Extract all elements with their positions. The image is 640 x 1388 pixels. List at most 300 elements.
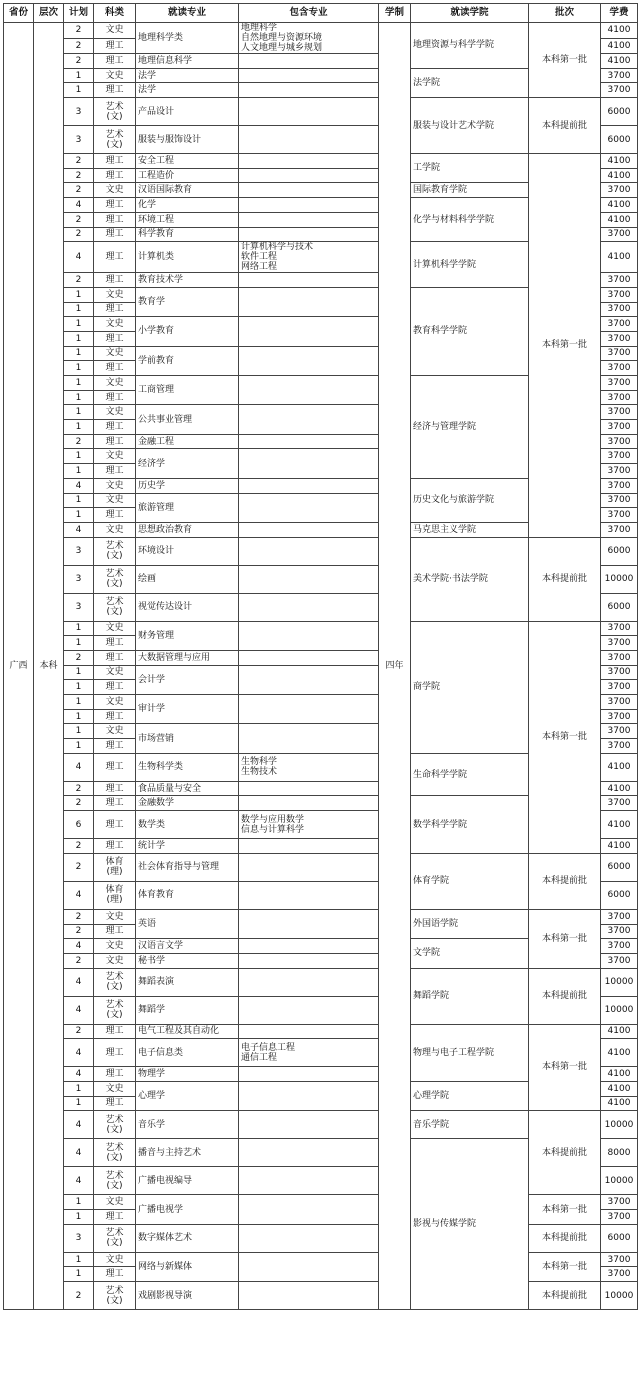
plan-cell: 1 <box>64 449 94 464</box>
subject-type-cell: 艺术 (文) <box>94 565 136 593</box>
header-duration: 学制 <box>379 4 411 23</box>
fee-cell: 3700 <box>601 1210 638 1225</box>
subject-type-cell: 理工 <box>94 390 136 405</box>
includes-cell <box>239 317 379 346</box>
plan-cell: 2 <box>64 796 94 811</box>
major-cell: 会计学 <box>136 665 239 694</box>
subject-type-cell: 文史 <box>94 909 136 924</box>
major-cell: 法学 <box>136 68 239 83</box>
includes-cell <box>239 665 379 694</box>
plan-cell: 2 <box>64 1024 94 1039</box>
subject-type-cell: 文史 <box>94 939 136 954</box>
college-cell: 历史文化与旅游学院 <box>411 478 529 522</box>
table-row <box>4 621 638 636</box>
major-cell: 数学类 <box>136 811 239 839</box>
includes-cell <box>239 1067 379 1082</box>
fee-cell: 3700 <box>601 493 638 508</box>
table-row <box>4 909 638 924</box>
fee-cell: 3700 <box>601 695 638 710</box>
college-cell: 地理资源与科学学院 <box>411 23 529 69</box>
major-cell: 社会体育指导与管理 <box>136 853 239 881</box>
fee-cell: 3700 <box>601 621 638 636</box>
plan-cell: 1 <box>64 83 94 98</box>
plan-cell: 2 <box>64 23 94 39</box>
plan-cell: 3 <box>64 126 94 154</box>
fee-cell: 3700 <box>601 724 638 739</box>
fee-cell: 3700 <box>601 287 638 302</box>
college-cell: 生命科学学院 <box>411 753 529 796</box>
includes-cell <box>239 1167 379 1195</box>
plan-cell: 4 <box>64 198 94 213</box>
includes-cell <box>239 621 379 650</box>
batch-cell: 本科第一批 <box>529 23 601 98</box>
plan-cell: 1 <box>64 376 94 391</box>
subject-type-cell: 文史 <box>94 1081 136 1096</box>
includes-cell <box>239 198 379 213</box>
includes-cell <box>239 839 379 854</box>
subject-type-cell: 艺术 (文) <box>94 126 136 154</box>
college-cell: 服装与设计艺术学院 <box>411 98 529 154</box>
table-row <box>4 853 638 881</box>
table-row <box>4 1024 638 1039</box>
plan-cell: 3 <box>64 1224 94 1252</box>
fee-cell: 3700 <box>601 650 638 665</box>
includes-cell <box>239 54 379 69</box>
fee-cell: 10000 <box>601 968 638 996</box>
plan-cell: 4 <box>64 968 94 996</box>
includes-cell <box>239 909 379 938</box>
subject-type-cell: 理工 <box>94 508 136 523</box>
plan-cell: 1 <box>64 1252 94 1267</box>
college-cell: 舞蹈学院 <box>411 968 529 1024</box>
subject-type-cell: 理工 <box>94 753 136 781</box>
fee-cell: 6000 <box>601 126 638 154</box>
major-cell: 产品设计 <box>136 98 239 126</box>
fee-cell: 4100 <box>601 1067 638 1082</box>
college-cell: 数学科学学院 <box>411 796 529 853</box>
subject-type-cell: 艺术 (文) <box>94 1111 136 1139</box>
fee-cell: 6000 <box>601 537 638 565</box>
subject-type-cell: 理工 <box>94 680 136 695</box>
major-cell: 食品质量与安全 <box>136 781 239 796</box>
subject-type-cell: 理工 <box>94 796 136 811</box>
fee-cell: 8000 <box>601 1139 638 1167</box>
college-cell: 体育学院 <box>411 853 529 909</box>
subject-type-cell: 理工 <box>94 212 136 227</box>
plan-cell: 4 <box>64 522 94 537</box>
subject-type-cell: 理工 <box>94 464 136 479</box>
subject-type-cell: 艺术 (文) <box>94 1224 136 1252</box>
major-cell: 小学教育 <box>136 317 239 346</box>
plan-cell: 2 <box>64 650 94 665</box>
plan-cell: 1 <box>64 665 94 680</box>
subject-type-cell: 艺术 (文) <box>94 1282 136 1310</box>
includes-cell <box>239 522 379 537</box>
plan-cell: 4 <box>64 242 94 273</box>
major-cell: 生物科学类 <box>136 753 239 781</box>
fee-cell: 3700 <box>601 390 638 405</box>
college-cell: 马克思主义学院 <box>411 522 529 537</box>
plan-cell: 2 <box>64 168 94 183</box>
subject-type-cell: 文史 <box>94 665 136 680</box>
plan-cell: 1 <box>64 508 94 523</box>
includes-cell <box>239 650 379 665</box>
includes-cell <box>239 287 379 316</box>
table-row <box>4 154 638 169</box>
includes-cell <box>239 953 379 968</box>
plan-cell: 4 <box>64 939 94 954</box>
includes-cell <box>239 781 379 796</box>
fee-cell: 4100 <box>601 23 638 39</box>
college-cell: 国际教育学院 <box>411 183 529 198</box>
college-cell: 物理与电子工程学院 <box>411 1024 529 1081</box>
header-level: 层次 <box>34 4 64 23</box>
fee-cell: 6000 <box>601 853 638 881</box>
major-cell: 广播电视学 <box>136 1195 239 1224</box>
college-cell: 音乐学院 <box>411 1111 529 1139</box>
includes-cell <box>239 83 379 98</box>
plan-cell: 1 <box>64 331 94 346</box>
subject-type-cell: 文史 <box>94 1195 136 1210</box>
fee-cell: 4100 <box>601 242 638 273</box>
header-plan: 计划 <box>64 4 94 23</box>
subject-type-cell: 文史 <box>94 68 136 83</box>
plan-cell: 2 <box>64 212 94 227</box>
includes-cell <box>239 405 379 434</box>
fee-cell: 4100 <box>601 781 638 796</box>
subject-type-cell: 文史 <box>94 183 136 198</box>
fee-cell: 3700 <box>601 508 638 523</box>
subject-type-cell: 文史 <box>94 621 136 636</box>
includes-cell <box>239 939 379 954</box>
plan-cell: 2 <box>64 183 94 198</box>
fee-cell: 3700 <box>601 939 638 954</box>
plan-cell: 3 <box>64 98 94 126</box>
header-fee: 学费 <box>601 4 638 23</box>
header-major: 就读专业 <box>136 4 239 23</box>
college-cell: 教育科学学院 <box>411 287 529 375</box>
table-row <box>4 1224 638 1252</box>
plan-cell: 4 <box>64 753 94 781</box>
admission-plan-table <box>3 3 638 1310</box>
fee-cell: 4100 <box>601 54 638 69</box>
fee-cell: 4100 <box>601 212 638 227</box>
table-row <box>4 23 638 39</box>
fee-cell: 10000 <box>601 565 638 593</box>
batch-cell: 本科提前批 <box>529 1282 601 1310</box>
includes-cell <box>239 695 379 724</box>
fee-cell: 3700 <box>601 83 638 98</box>
fee-cell: 10000 <box>601 1282 638 1310</box>
batch-cell: 本科提前批 <box>529 968 601 1024</box>
includes-cell <box>239 68 379 83</box>
plan-cell: 2 <box>64 953 94 968</box>
subject-type-cell: 艺术 (文) <box>94 1139 136 1167</box>
subject-type-cell: 理工 <box>94 636 136 651</box>
table-row <box>4 1282 638 1310</box>
subject-type-cell: 理工 <box>94 54 136 69</box>
major-cell: 广播电视编导 <box>136 1167 239 1195</box>
subject-type-cell: 理工 <box>94 198 136 213</box>
includes-cell <box>239 996 379 1024</box>
includes-cell: 电子信息工程 通信工程 <box>239 1039 379 1067</box>
college-cell: 经济与管理学院 <box>411 376 529 479</box>
subject-type-cell: 文史 <box>94 346 136 361</box>
major-cell: 舞蹈表演 <box>136 968 239 996</box>
subject-type-cell: 理工 <box>94 302 136 317</box>
subject-type-cell: 理工 <box>94 420 136 435</box>
includes-cell <box>239 154 379 169</box>
includes-cell <box>239 1195 379 1224</box>
major-cell: 地理科学类 <box>136 23 239 54</box>
subject-type-cell: 体育 (理) <box>94 853 136 881</box>
fee-cell: 6000 <box>601 593 638 621</box>
plan-cell: 4 <box>64 478 94 493</box>
subject-type-cell: 理工 <box>94 1267 136 1282</box>
fee-cell: 10000 <box>601 1167 638 1195</box>
fee-cell: 4100 <box>601 1081 638 1096</box>
fee-cell: 3700 <box>601 183 638 198</box>
province-cell: 广西 <box>4 23 34 1310</box>
major-cell: 心理学 <box>136 1081 239 1110</box>
table-row <box>4 537 638 565</box>
includes-cell <box>239 1024 379 1039</box>
subject-type-cell: 文史 <box>94 23 136 39</box>
subject-type-cell: 文史 <box>94 405 136 420</box>
level-cell: 本科 <box>34 23 64 1310</box>
plan-cell: 1 <box>64 680 94 695</box>
plan-cell: 1 <box>64 1267 94 1282</box>
header-batch: 批次 <box>529 4 601 23</box>
includes-cell <box>239 434 379 449</box>
table-row <box>4 968 638 996</box>
subject-type-cell: 文史 <box>94 287 136 302</box>
major-cell: 旅游管理 <box>136 493 239 522</box>
plan-cell: 1 <box>64 636 94 651</box>
fee-cell: 3700 <box>601 1195 638 1210</box>
plan-cell: 1 <box>64 420 94 435</box>
batch-cell: 本科提前批 <box>529 537 601 621</box>
includes-cell <box>239 853 379 881</box>
plan-cell: 4 <box>64 1111 94 1139</box>
plan-cell: 1 <box>64 361 94 376</box>
subject-type-cell: 艺术 (文) <box>94 1167 136 1195</box>
subject-type-cell: 文史 <box>94 1252 136 1267</box>
subject-type-cell: 艺术 (文) <box>94 537 136 565</box>
batch-cell: 本科第一批 <box>529 1252 601 1281</box>
fee-cell: 4100 <box>601 154 638 169</box>
plan-cell: 1 <box>64 621 94 636</box>
subject-type-cell: 艺术 (文) <box>94 98 136 126</box>
batch-cell: 本科第一批 <box>529 1195 601 1224</box>
fee-cell: 3700 <box>601 522 638 537</box>
plan-cell: 1 <box>64 68 94 83</box>
fee-cell: 3700 <box>601 478 638 493</box>
fee-cell: 6000 <box>601 881 638 909</box>
subject-type-cell: 理工 <box>94 739 136 754</box>
includes-cell <box>239 1252 379 1281</box>
includes-cell <box>239 1282 379 1310</box>
batch-cell: 本科提前批 <box>529 1224 601 1252</box>
major-cell: 化学 <box>136 198 239 213</box>
plan-cell: 4 <box>64 996 94 1024</box>
fee-cell: 4100 <box>601 839 638 854</box>
plan-cell: 4 <box>64 881 94 909</box>
fee-cell: 3700 <box>601 68 638 83</box>
fee-cell: 3700 <box>601 405 638 420</box>
includes-cell <box>239 593 379 621</box>
plan-cell: 3 <box>64 593 94 621</box>
fee-cell: 6000 <box>601 1224 638 1252</box>
plan-cell: 2 <box>64 227 94 242</box>
batch-cell: 本科第一批 <box>529 154 601 538</box>
fee-cell: 3700 <box>601 420 638 435</box>
subject-type-cell: 文史 <box>94 376 136 391</box>
includes-cell <box>239 376 379 405</box>
plan-cell: 1 <box>64 724 94 739</box>
plan-cell: 1 <box>64 1096 94 1111</box>
fee-cell: 4100 <box>601 1024 638 1039</box>
plan-cell: 2 <box>64 781 94 796</box>
includes-cell <box>239 478 379 493</box>
fee-cell: 3700 <box>601 273 638 288</box>
includes-cell <box>239 796 379 811</box>
fee-cell: 6000 <box>601 98 638 126</box>
plan-cell: 2 <box>64 909 94 924</box>
major-cell: 网络与新媒体 <box>136 1252 239 1281</box>
header-province: 省份 <box>4 4 34 23</box>
fee-cell: 4100 <box>601 1039 638 1067</box>
major-cell: 思想政治教育 <box>136 522 239 537</box>
college-cell: 化学与材料科学学院 <box>411 198 529 242</box>
table-row <box>4 1252 638 1267</box>
table-row <box>4 1195 638 1210</box>
plan-cell: 2 <box>64 853 94 881</box>
header-includes: 包含专业 <box>239 4 379 23</box>
subject-type-cell: 理工 <box>94 434 136 449</box>
includes-cell <box>239 346 379 375</box>
fee-cell: 3700 <box>601 909 638 924</box>
fee-cell: 4100 <box>601 38 638 54</box>
fee-cell: 3700 <box>601 449 638 464</box>
includes-cell <box>239 168 379 183</box>
includes-cell <box>239 273 379 288</box>
major-cell: 计算机类 <box>136 242 239 273</box>
subject-type-cell: 理工 <box>94 242 136 273</box>
fee-cell: 4100 <box>601 198 638 213</box>
includes-cell <box>239 881 379 909</box>
includes-cell <box>239 724 379 753</box>
subject-type-cell: 理工 <box>94 154 136 169</box>
includes-cell <box>239 1081 379 1110</box>
batch-cell: 本科第一批 <box>529 909 601 968</box>
plan-cell: 2 <box>64 38 94 54</box>
includes-cell <box>239 1139 379 1167</box>
fee-cell: 4100 <box>601 1096 638 1111</box>
major-cell: 教育学 <box>136 287 239 316</box>
includes-cell <box>239 493 379 522</box>
college-cell: 工学院 <box>411 154 529 183</box>
major-cell: 英语 <box>136 909 239 938</box>
subject-type-cell: 理工 <box>94 650 136 665</box>
fee-cell: 3700 <box>601 924 638 939</box>
subject-type-cell: 体育 (理) <box>94 881 136 909</box>
major-cell: 统计学 <box>136 839 239 854</box>
subject-type-cell: 理工 <box>94 361 136 376</box>
major-cell: 安全工程 <box>136 154 239 169</box>
batch-cell: 本科第一批 <box>529 621 601 853</box>
plan-cell: 1 <box>64 739 94 754</box>
plan-cell: 1 <box>64 317 94 332</box>
college-cell: 心理学院 <box>411 1081 529 1110</box>
includes-cell <box>239 183 379 198</box>
major-cell: 秘书学 <box>136 953 239 968</box>
plan-cell: 1 <box>64 405 94 420</box>
plan-cell: 1 <box>64 709 94 724</box>
major-cell: 舞蹈学 <box>136 996 239 1024</box>
subject-type-cell: 理工 <box>94 83 136 98</box>
plan-cell: 1 <box>64 302 94 317</box>
fee-cell: 3700 <box>601 680 638 695</box>
major-cell: 物理学 <box>136 1067 239 1082</box>
plan-cell: 3 <box>64 565 94 593</box>
major-cell: 环境设计 <box>136 537 239 565</box>
subject-type-cell: 理工 <box>94 168 136 183</box>
major-cell: 体育教育 <box>136 881 239 909</box>
plan-cell: 2 <box>64 1282 94 1310</box>
plan-cell: 4 <box>64 1167 94 1195</box>
major-cell: 汉语国际教育 <box>136 183 239 198</box>
subject-type-cell: 文史 <box>94 695 136 710</box>
fee-cell: 3700 <box>601 227 638 242</box>
includes-cell <box>239 212 379 227</box>
subject-type-cell: 理工 <box>94 227 136 242</box>
major-cell: 经济学 <box>136 449 239 478</box>
header-subject-type: 科类 <box>94 4 136 23</box>
subject-type-cell: 文史 <box>94 724 136 739</box>
major-cell: 音乐学 <box>136 1111 239 1139</box>
subject-type-cell: 理工 <box>94 709 136 724</box>
college-cell: 外国语学院 <box>411 909 529 938</box>
fee-cell: 4100 <box>601 753 638 781</box>
plan-cell: 1 <box>64 1081 94 1096</box>
college-cell: 美术学院·书法学院 <box>411 537 529 621</box>
subject-type-cell: 艺术 (文) <box>94 968 136 996</box>
includes-cell <box>239 126 379 154</box>
includes-cell <box>239 227 379 242</box>
subject-type-cell: 理工 <box>94 1096 136 1111</box>
fee-cell: 10000 <box>601 1111 638 1139</box>
plan-cell: 2 <box>64 434 94 449</box>
major-cell: 财务管理 <box>136 621 239 650</box>
includes-cell <box>239 537 379 565</box>
includes-cell: 数学与应用数学 信息与计算科学 <box>239 811 379 839</box>
fee-cell: 3700 <box>601 1252 638 1267</box>
table-row <box>4 1111 638 1139</box>
plan-cell: 1 <box>64 464 94 479</box>
includes-cell <box>239 449 379 478</box>
subject-type-cell: 文史 <box>94 449 136 464</box>
major-cell: 数字媒体艺术 <box>136 1224 239 1252</box>
plan-cell: 1 <box>64 493 94 508</box>
major-cell: 播音与主持艺术 <box>136 1139 239 1167</box>
fee-cell: 4100 <box>601 168 638 183</box>
plan-cell: 1 <box>64 1195 94 1210</box>
fee-cell: 3700 <box>601 302 638 317</box>
batch-cell: 本科第一批 <box>529 1024 601 1111</box>
subject-type-cell: 艺术 (文) <box>94 996 136 1024</box>
fee-cell: 3700 <box>601 376 638 391</box>
